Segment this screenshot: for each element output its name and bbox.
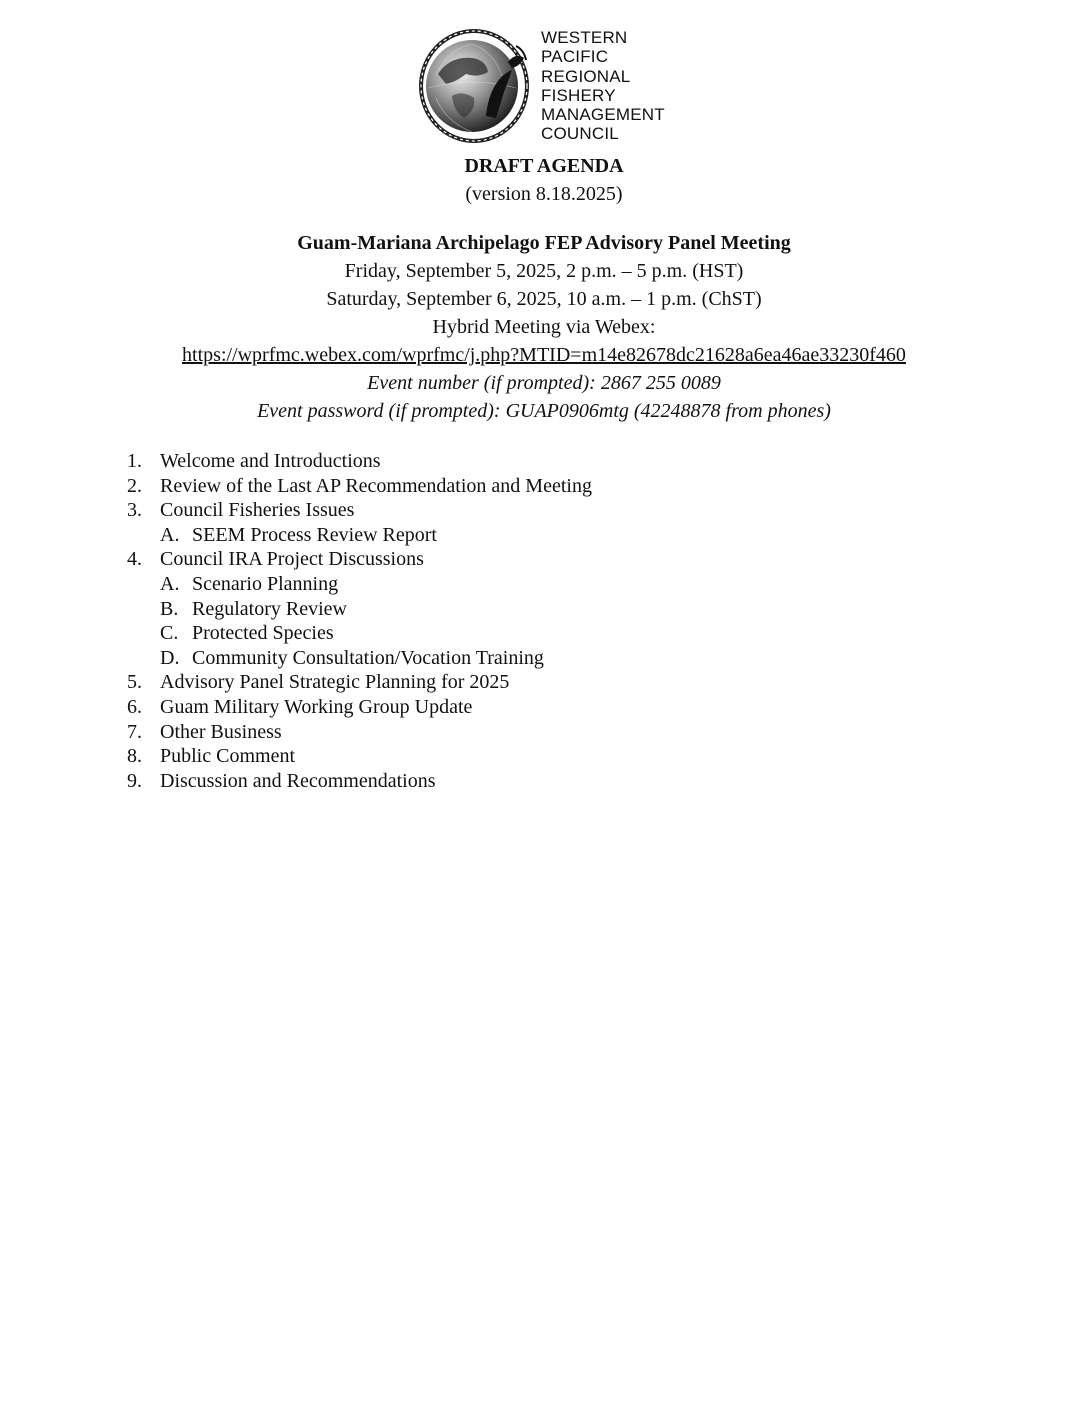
meeting-date-2: Saturday, September 6, 2025, 10 a.m. – 1 p.m. (ChST) <box>326 288 762 310</box>
agenda-item <box>127 695 592 720</box>
agenda-item-number: 6. <box>127 695 142 718</box>
document-title: DRAFT AGENDA <box>464 155 624 177</box>
agenda-item-number: 7. <box>127 720 142 743</box>
agenda-subitem-letter: A. <box>160 523 180 546</box>
agenda-item-text: Council Fisheries Issues <box>160 499 355 522</box>
agenda-item-text: Advisory Panel Strategic Planning for 2025 <box>160 671 510 694</box>
agenda-item <box>127 720 592 745</box>
agenda-subitem-letter: D. <box>160 646 180 669</box>
council-logo <box>416 26 686 148</box>
agenda-subitem <box>127 597 592 622</box>
agenda-item-number: 9. <box>127 769 142 792</box>
agenda-item <box>127 498 592 523</box>
agenda-subitem <box>127 572 592 597</box>
agenda-item <box>127 449 592 474</box>
agenda-subitem-letter: A. <box>160 572 180 595</box>
agenda-item-number: 3. <box>127 499 142 522</box>
meeting-format: Hybrid Meeting via Webex: <box>432 316 656 338</box>
agenda-item <box>127 769 592 794</box>
agenda-item-number: 2. <box>127 474 142 497</box>
org-name <box>541 28 665 144</box>
org-name-line: WESTERN <box>541 28 628 47</box>
agenda-subitem-text: SEEM Process Review Report <box>192 523 437 546</box>
agenda-subitem <box>127 646 592 671</box>
org-name-line: COUNCIL <box>541 124 619 144</box>
event-number: Event number (if prompted): 2867 255 0089 <box>367 372 721 394</box>
agenda-item-text: Council IRA Project Discussions <box>160 548 424 571</box>
agenda-header <box>0 152 1088 425</box>
agenda-subitem <box>127 523 592 548</box>
agenda-item-text: Welcome and Introductions <box>160 450 381 472</box>
agenda-item <box>127 474 592 499</box>
event-password: Event password (if prompted): GUAP0906mtg (42248878 from phones) <box>257 400 831 422</box>
agenda-subitem-text: Scenario Planning <box>192 572 339 595</box>
agenda-item-text: Review of the Last AP Recommendation and Meeting <box>160 474 592 497</box>
org-name-line: FISHERY <box>541 85 616 105</box>
agenda-item-text: Guam Military Working Group Update <box>160 695 473 718</box>
agenda-item <box>127 744 592 769</box>
agenda-subitem-letter: C. <box>160 622 179 645</box>
agenda-subitem <box>127 621 592 646</box>
agenda-item-number: 8. <box>127 745 142 768</box>
agenda-list <box>127 449 592 793</box>
org-name-line: MANAGEMENT <box>541 105 665 125</box>
document-version: (version 8.18.2025) <box>465 183 623 205</box>
agenda-item <box>127 670 592 695</box>
agenda-item-text: Public Comment <box>160 745 295 768</box>
meeting-date-1: Friday, September 5, 2025, 2 p.m. – 5 p.m. (HST) <box>344 260 744 282</box>
agenda-item-text: Other Business <box>160 720 282 743</box>
agenda-item-number: 4. <box>127 548 142 571</box>
agenda-subitem-text: Community Consultation/Vocation Training <box>192 646 544 669</box>
org-name-line: REGIONAL <box>541 66 631 86</box>
agenda-item <box>127 547 592 572</box>
agenda-item-number: 1. <box>127 450 142 472</box>
agenda-item-number: 5. <box>127 671 142 694</box>
agenda-subitem-text: Protected Species <box>192 622 334 645</box>
webex-link[interactable]: https://wprfmc.webex.com/wprfmc/j.php?MTID=m14e82678dc21628a6ea46ae33230f460 <box>182 344 906 366</box>
globe-seal-icon <box>416 26 536 148</box>
agenda-subitem-letter: B. <box>160 597 179 620</box>
agenda-subitem-text: Regulatory Review <box>192 597 347 620</box>
meeting-name: Guam-Mariana Archipelago FEP Advisory Panel Meeting <box>297 232 791 254</box>
org-name-line: PACIFIC <box>541 47 609 67</box>
agenda-item-text: Discussion and Recommendations <box>160 769 436 792</box>
